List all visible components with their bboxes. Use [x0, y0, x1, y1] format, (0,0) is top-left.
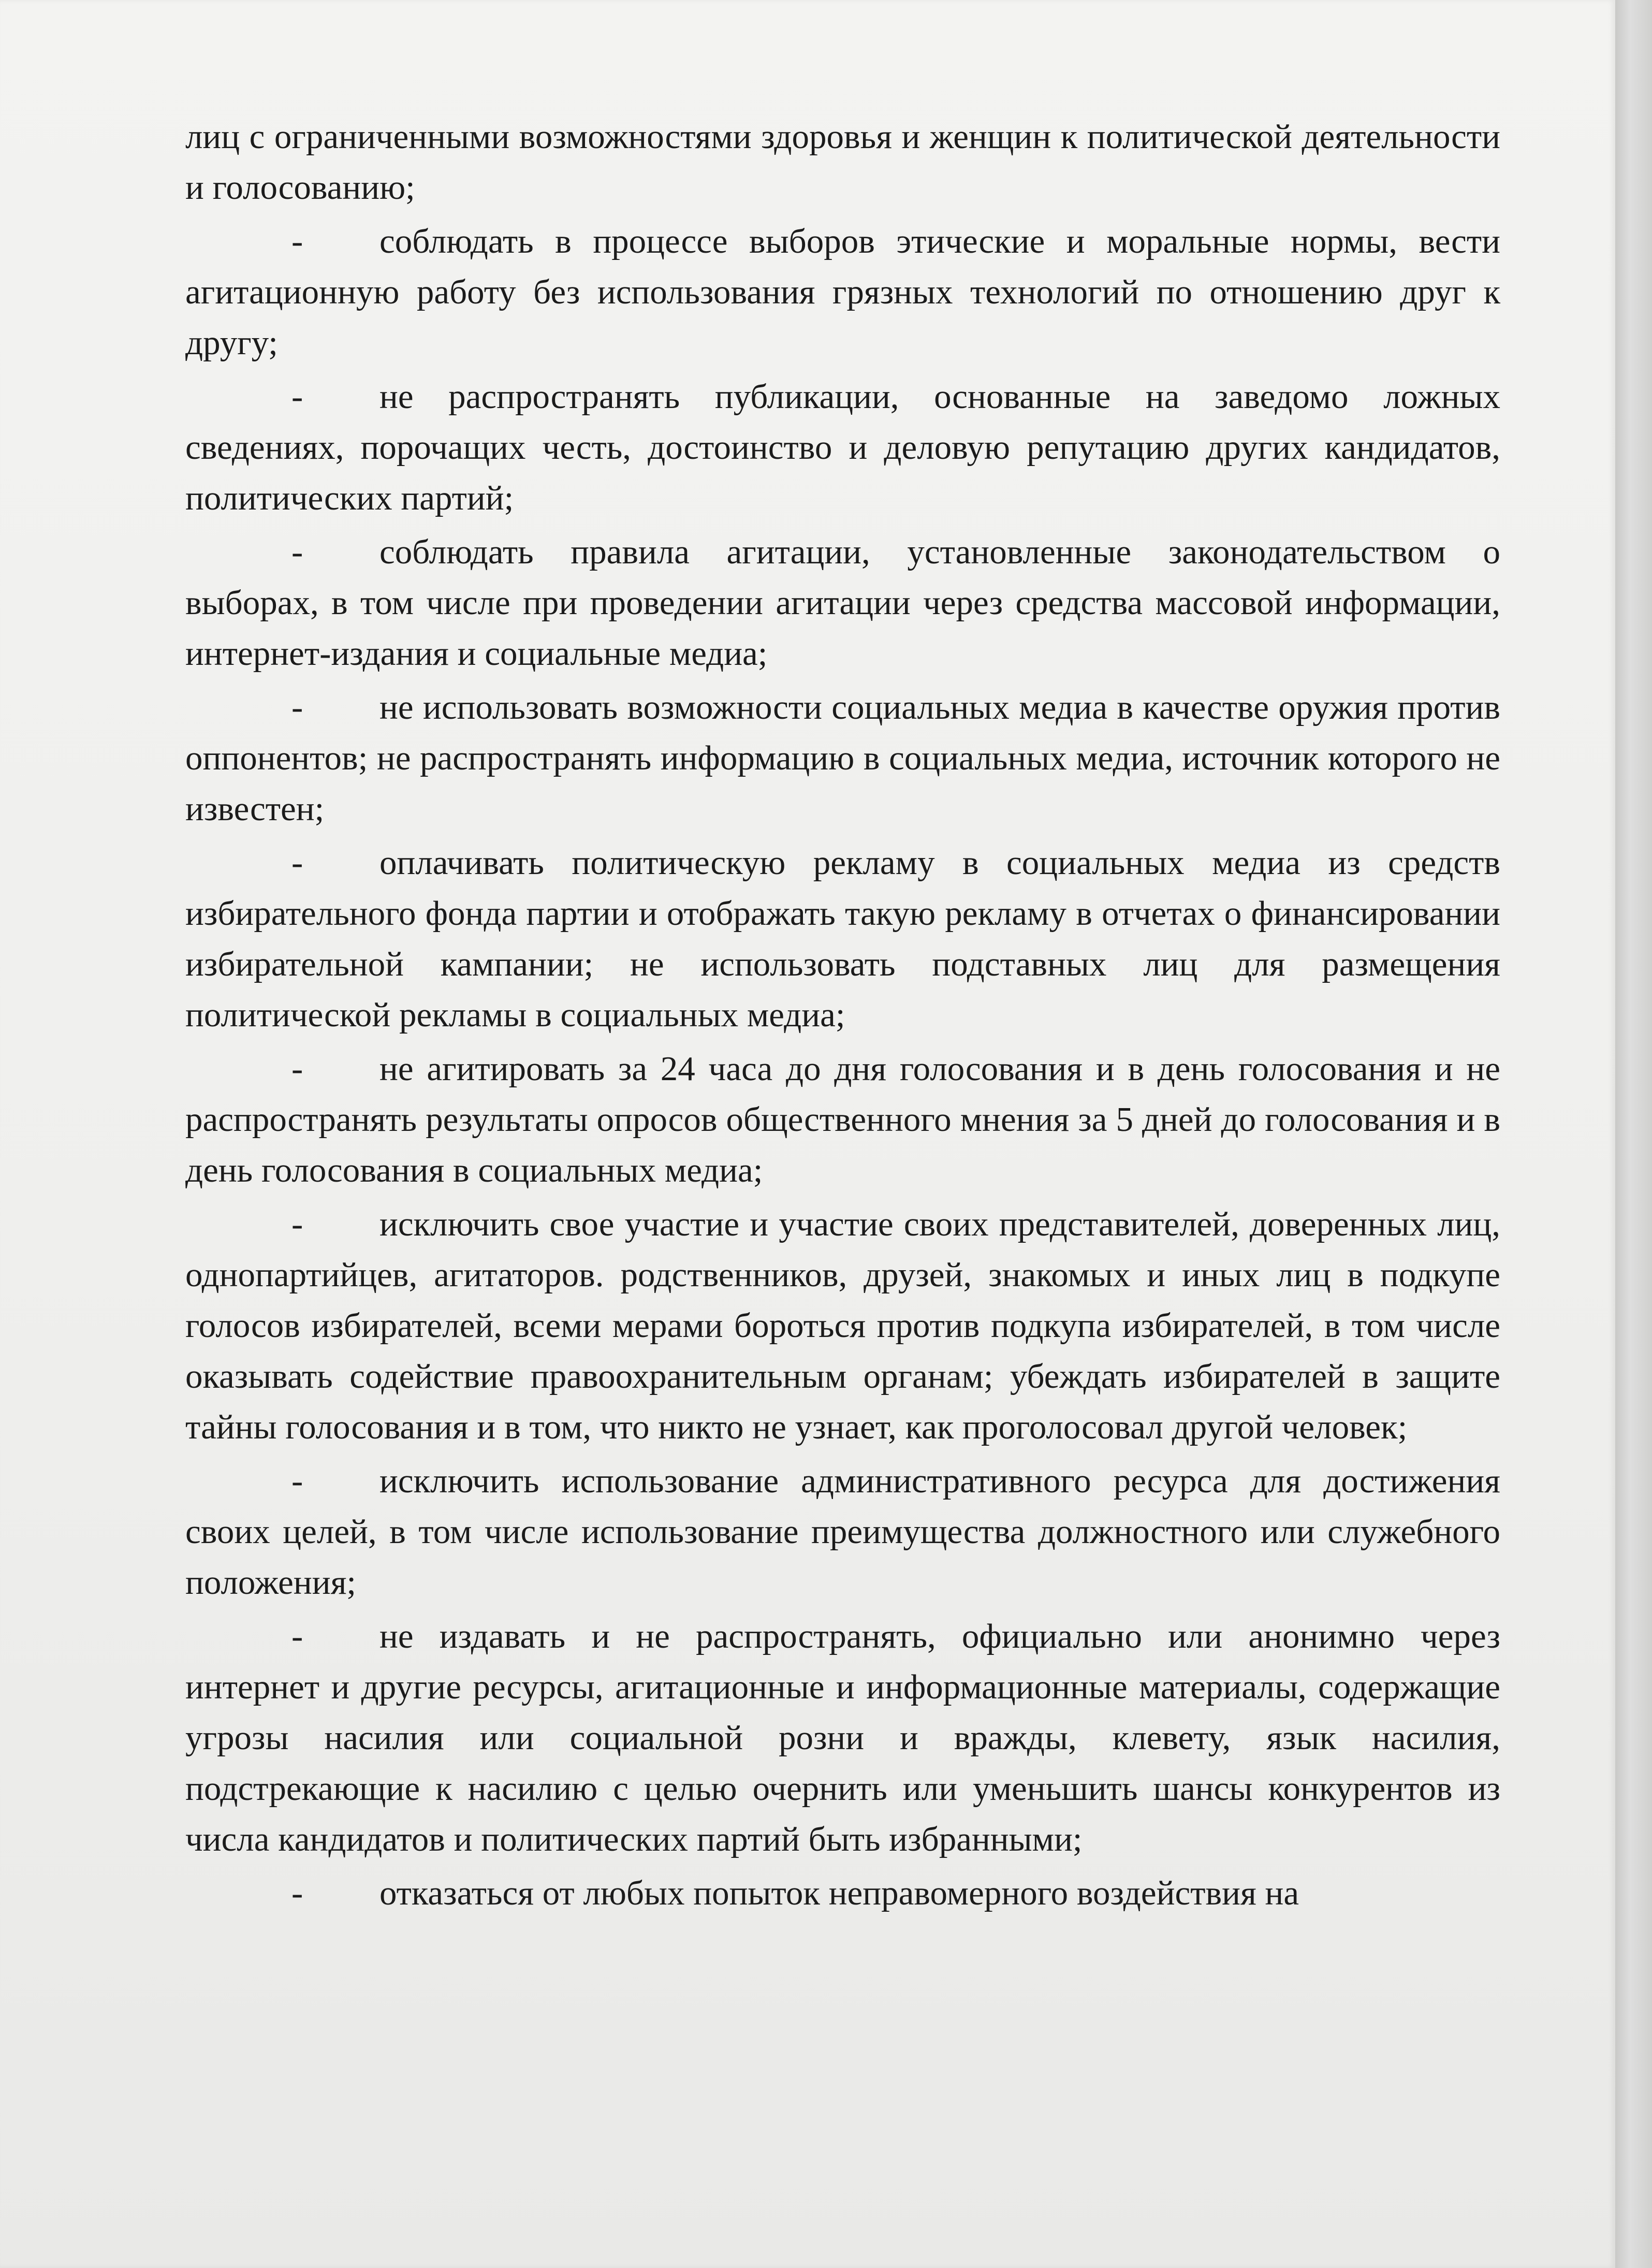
list-item-text: оплачивать политическую рекламу в социальных медиа из средств избирательного фонда партии и отображать такую рекламу в отчетах о финансировании избирательной кампании; не использовать подставных лиц для размещения политической рекламы в социальных медиа; — [185, 844, 1500, 1034]
list-item — [185, 527, 1500, 679]
bullet-dash: - — [291, 688, 303, 726]
bullet-dash: - — [291, 1617, 303, 1655]
list-item — [185, 1868, 1500, 1918]
list-item-text: соблюдать правила агитации, установленные законодательством о выборах, в том числе при проведении агитации через средства массовой информации, интернет-издания и социальные медиа; — [185, 533, 1500, 673]
bullet-dash: - — [291, 1874, 303, 1912]
bullet-dash: - — [291, 377, 303, 416]
bullet-dash: - — [291, 533, 303, 571]
bullet-dash: - — [291, 1462, 303, 1500]
bullet-dash: - — [291, 222, 303, 260]
bullet-dash: - — [291, 1050, 303, 1088]
list-item-text: не использовать возможности социальных медиа в качестве оружия против оппонентов; не распространять информацию в социальных медиа, источник которого не известен; — [185, 688, 1500, 828]
document-body — [185, 111, 1500, 1918]
bullet-dash: - — [291, 844, 303, 882]
list-item-text: отказаться от любых попыток неправомерного воздействия на — [379, 1874, 1299, 1912]
list-item-text: исключить свое участие и участие своих представителей, доверенных лиц, однопартийцев, агитаторов. родственников, друзей, знакомых и иных лиц в подкупе голосов избирателей, всеми мерами бороться против подкупа избирателей, в том числе оказывать содействие правоохранительным органам; убеждать избирателей в защите тайны голосования и в том, что никто не узнает, как проголосовал другой человек; — [185, 1205, 1500, 1446]
paragraph-0 — [185, 111, 1500, 213]
list-item — [185, 1199, 1500, 1452]
list-item-text: не издавать и не распространять, официально или анонимно через интернет и другие ресурсы, агитационные и информационные материалы, содержащие угрозы насилия или социальной розни и вражды, клевету, язык насилия, подстрекающие к насилию с целью очернить или уменьшить шансы конкурентов из числа кандидатов и политических партий быть избранными; — [185, 1617, 1500, 1858]
list-item — [185, 1456, 1500, 1608]
page-stack-edge — [1615, 0, 1652, 2268]
list-item — [185, 682, 1500, 834]
paragraph-text: лиц с ограниченными возможностями здоровья и женщин к политической деятельности и голосованию; — [185, 118, 1500, 207]
list-item-text: не распространять публикации, основанные на заведомо ложных сведениях, порочащих честь, достоинство и деловую репутацию других кандидатов, политических партий; — [185, 377, 1500, 517]
list-item-text: соблюдать в процессе выборов этические и моральные нормы, вести агитационную работу без использования грязных технологий по отношению друг к другу; — [185, 222, 1500, 362]
list-item-text: исключить использование административного ресурса для достижения своих целей, в том числе использование преимущества должностного или служебного положения; — [185, 1462, 1500, 1602]
list-item — [185, 1043, 1500, 1196]
list-item — [185, 1611, 1500, 1865]
list-item — [185, 837, 1500, 1040]
list-item — [185, 216, 1500, 368]
list-item-text: не агитировать за 24 часа до дня голосования и в день голосования и не распространять результаты опросов общественного мнения за 5 дней до голосования и в день голосования в социальных медиа; — [185, 1050, 1500, 1189]
list-item — [185, 371, 1500, 524]
bullet-dash: - — [291, 1205, 303, 1243]
